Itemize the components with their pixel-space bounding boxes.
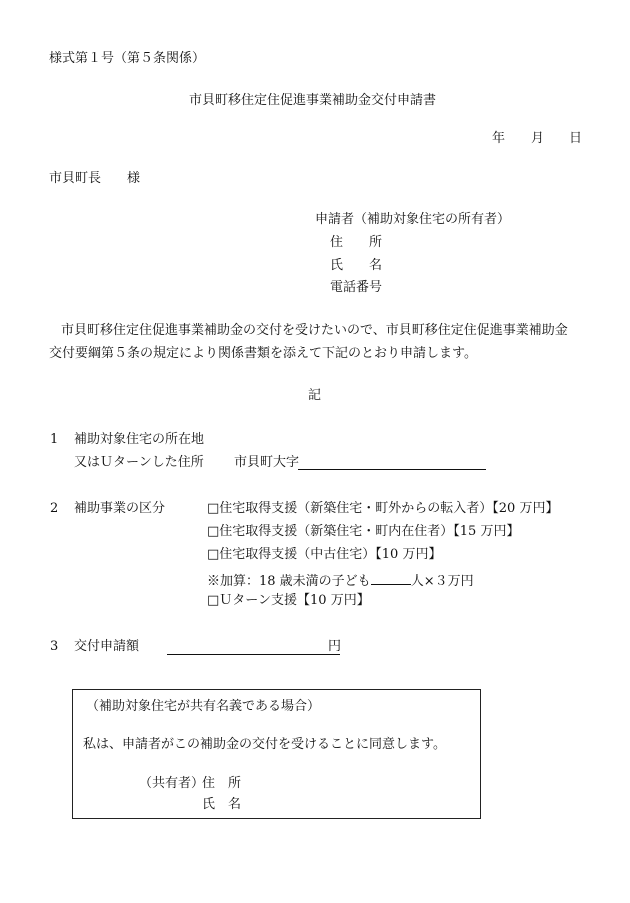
document-title: 市貝町移住定住促進事業補助金交付申請書: [189, 93, 437, 108]
item3-number: 3: [50, 639, 59, 654]
applicant-address-label: 住 所: [330, 235, 383, 250]
ki-marker: 記: [308, 388, 322, 403]
item2-addition: [207, 571, 474, 588]
consent-heading: （補助対象住宅が共有名義である場合）: [86, 699, 321, 714]
co-owner-label: （共有者）: [139, 776, 205, 791]
item2-option-new-outside: □住宅取得支援（新築住宅・町外からの転入者）【20 万円】: [207, 501, 559, 516]
item2-option-uturn: □Ｕターン支援【10 万円】: [207, 593, 370, 608]
item2-label: 補助事業の区分: [74, 501, 166, 516]
item2-addition-prefix: ※加算：18 歳未満の子ども: [207, 574, 371, 589]
item2-addition-suffix: 人×３万円: [410, 574, 474, 589]
item2-option-used: □住宅取得支援（中古住宅）【10 万円】: [207, 547, 442, 562]
item1-number: 1: [50, 432, 59, 447]
item2-option-new-inside: □住宅取得支援（新築住宅・町内在住者）【15 万円】: [207, 524, 520, 539]
co-owner-address-label: 住 所: [202, 776, 242, 791]
request-paragraph-line2: 交付要綱第５条の規定により関係書類を添えて下記のとおり申請します。: [49, 346, 477, 361]
applicant-phone-label: 電話番号: [330, 280, 383, 295]
date-day-label: 日: [569, 131, 583, 146]
form-number: 様式第１号（第５条関係）: [49, 51, 206, 66]
item1-label-line1: 補助対象住宅の所在地: [74, 432, 205, 447]
item1-label-line2: 又はＵターンした住所: [74, 455, 204, 470]
date-year-label: 年: [492, 131, 506, 146]
applicant-heading: 申請者（補助対象住宅の所有者）: [315, 212, 511, 227]
item3-amount-underline: [167, 654, 340, 655]
addressee: 市貝町長 様: [49, 171, 141, 186]
item1-address-underline: [298, 469, 486, 470]
children-count-blank: [371, 571, 411, 585]
item2-number: 2: [50, 501, 59, 516]
applicant-name-label: 氏 名: [330, 258, 383, 273]
item3-label: 交付申請額: [74, 639, 140, 654]
date-month-label: 月: [531, 131, 545, 146]
request-paragraph-line1: 市貝町移住定住促進事業補助金の交付を受けたいので、市貝町移住定住促進事業補助金: [61, 323, 568, 338]
consent-statement: 私は、申請者がこの補助金の交付を受けることに同意します。: [83, 737, 446, 752]
co-owner-name-label: 氏 名: [202, 797, 242, 812]
item3-unit: 円: [328, 639, 342, 654]
item1-address-prefix: 市貝町大字: [234, 455, 300, 470]
